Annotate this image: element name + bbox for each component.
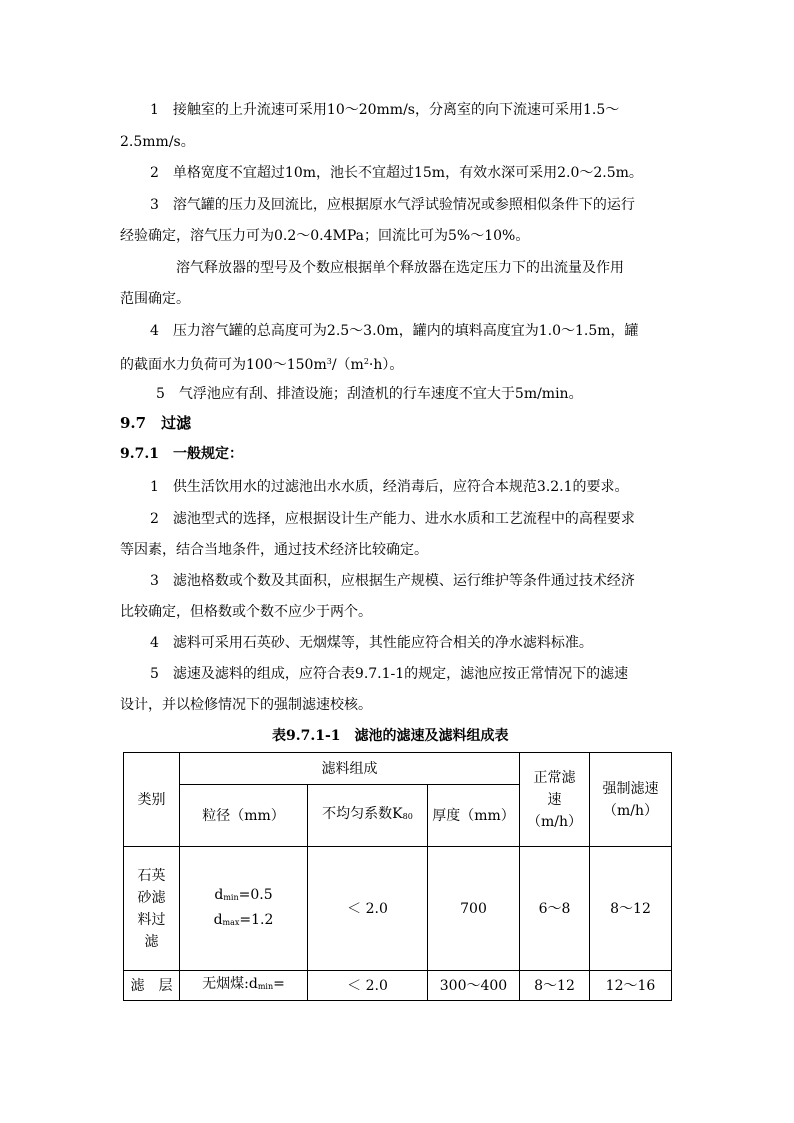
item-3-line-2: 比较确定，但格数或个数不应少于两个。 xyxy=(120,604,372,620)
header-particle-size: 粒径（mm） xyxy=(180,785,308,847)
para-3-line-2: 经验确定，溶气压力可为0.2～0.4MPa；回流比可为5%～10%。 xyxy=(120,228,530,244)
header-forced-rate xyxy=(590,753,672,847)
row-quartz-particle xyxy=(180,847,308,971)
row-layer-normal: 8～12 xyxy=(520,971,590,1001)
dmin-value: =0.5 xyxy=(238,886,273,903)
dmin-symbol: d xyxy=(214,886,224,903)
item-5-line-1: 5 滤速及滤料的组成，应符合表9.7.1-1的规定，滤池应按正常情况下的滤速 xyxy=(150,666,629,682)
item-4: 4 滤料可采用石英砂、无烟煤等，其性能应符合相关的净水滤料标准。 xyxy=(150,635,593,651)
row-quartz-dmax xyxy=(180,909,307,934)
item-1: 1 供生活饮用水的过滤池出水水质，经消毒后，应符合本规范3.2.1的要求。 xyxy=(150,479,629,495)
section-title: 9.7 过滤 xyxy=(120,414,192,432)
dmax-symbol: d xyxy=(213,911,223,928)
header-forced-rate-l2: （m/h） xyxy=(602,802,658,819)
row-layer-coef: ＜ 2.0 xyxy=(308,971,428,1001)
item-5-line-2: 设计，并以检修情况下的强制滤速校核。 xyxy=(120,697,372,713)
header-uniformity-coef-label: 不均匀系数K xyxy=(322,806,403,822)
row-quartz-category-l2: 砂滤 xyxy=(137,889,166,906)
dmax-sub: max xyxy=(222,917,240,927)
row-quartz-thickness: 700 xyxy=(428,847,520,971)
para-5: 5 气浮池应有刮、排渣设施；刮渣机的行车速度不宜大于5m/min。 xyxy=(156,386,583,402)
header-forced-rate-l1: 强制滤速 xyxy=(602,780,659,797)
header-composition: 滤料组成 xyxy=(180,753,520,785)
para-4-line-1: 4 压力溶气罐的总高度可为2.5～3.0m，罐内的填料高度宜为1.0～1.5m，罐 xyxy=(150,323,639,339)
subsection-title: 9.7.1 一般规定： xyxy=(120,446,243,462)
header-normal-rate-l3: （m/h） xyxy=(526,813,582,830)
dmax-value: =1.2 xyxy=(239,911,274,928)
row-quartz-category-l4: 滤 xyxy=(144,933,159,950)
row-quartz-normal: 6～8 xyxy=(520,847,590,971)
item-2-line-1: 2 滤池型式的选择，应根据设计生产能力、进水水质和工艺流程中的高程要求 xyxy=(150,511,635,527)
header-uniformity-coef-sub: 80 xyxy=(402,812,413,821)
header-category: 类别 xyxy=(124,753,180,847)
para-1-line-1: 1 接触室的上升流速可采用10～20mm/s，分离室的向下流速可采用1.5～ xyxy=(150,102,620,118)
table-row-quartz xyxy=(124,847,672,971)
row-quartz-category xyxy=(124,847,180,971)
item-3-line-1: 3 滤池格数或个数及其面积，应根据生产规模、运行维护等条件通过技术经济 xyxy=(150,573,635,589)
header-normal-rate-l2: 速 xyxy=(547,791,562,808)
para-3-line-1: 3 溶气罐的压力及回流比，应根据原水气浮试验情况或参照相似条件下的运行 xyxy=(150,197,635,213)
anthracite-eq: = xyxy=(273,976,285,992)
row-quartz-forced: 8～12 xyxy=(590,847,672,971)
para-2: 2 单格宽度不宜超过10m，池长不宜超过15m，有效水深可采用2.0～2.5m。 xyxy=(150,165,643,181)
anthracite-sub: min xyxy=(257,982,274,991)
dmin-sub: min xyxy=(223,892,239,902)
para-4-text-c: ·h）。 xyxy=(368,357,404,373)
row-layer-thickness: 300～400 xyxy=(428,971,520,1001)
row-quartz-category-l3: 料过 xyxy=(137,911,166,928)
row-layer-forced: 12～16 xyxy=(590,971,672,1001)
anthracite-label: 无烟煤:d xyxy=(202,976,258,992)
superscript-2: 2 xyxy=(363,357,369,366)
row-quartz-dmin xyxy=(180,884,307,909)
para-4-line-2 xyxy=(120,352,403,375)
row-quartz-coef: ＜ 2.0 xyxy=(308,847,428,971)
row-quartz-category-l1: 石英 xyxy=(137,867,166,884)
para-4-text-a: 的截面水力负荷可为100～150m xyxy=(120,357,327,373)
header-thickness: 厚度（mm） xyxy=(428,785,520,847)
header-normal-rate-l1: 正常滤 xyxy=(533,769,576,786)
para-1-line-2: 2.5mm/s。 xyxy=(120,134,195,150)
item-2-line-2: 等因素，结合当地条件，通过技术经济比较确定。 xyxy=(120,542,428,558)
para-3b-line-2: 范围确定。 xyxy=(120,291,190,307)
row-layer-category: 滤 层 xyxy=(124,971,180,1001)
header-normal-rate xyxy=(520,753,590,847)
row-layer-particle xyxy=(180,971,308,1001)
table-row-layer xyxy=(124,971,672,1001)
header-uniformity-coef xyxy=(308,785,428,847)
para-4-text-b: /（m xyxy=(331,357,364,373)
para-3b-line-1: 溶气释放器的型号及个数应根据单个释放器在选定压力下的出流量及作用 xyxy=(176,260,624,276)
table-header-row-1 xyxy=(124,753,672,785)
table-caption: 表9.7.1-1 滤池的滤速及滤料组成表 xyxy=(272,728,509,744)
superscript-3: 3 xyxy=(326,357,332,366)
filter-spec-table xyxy=(123,752,672,1001)
